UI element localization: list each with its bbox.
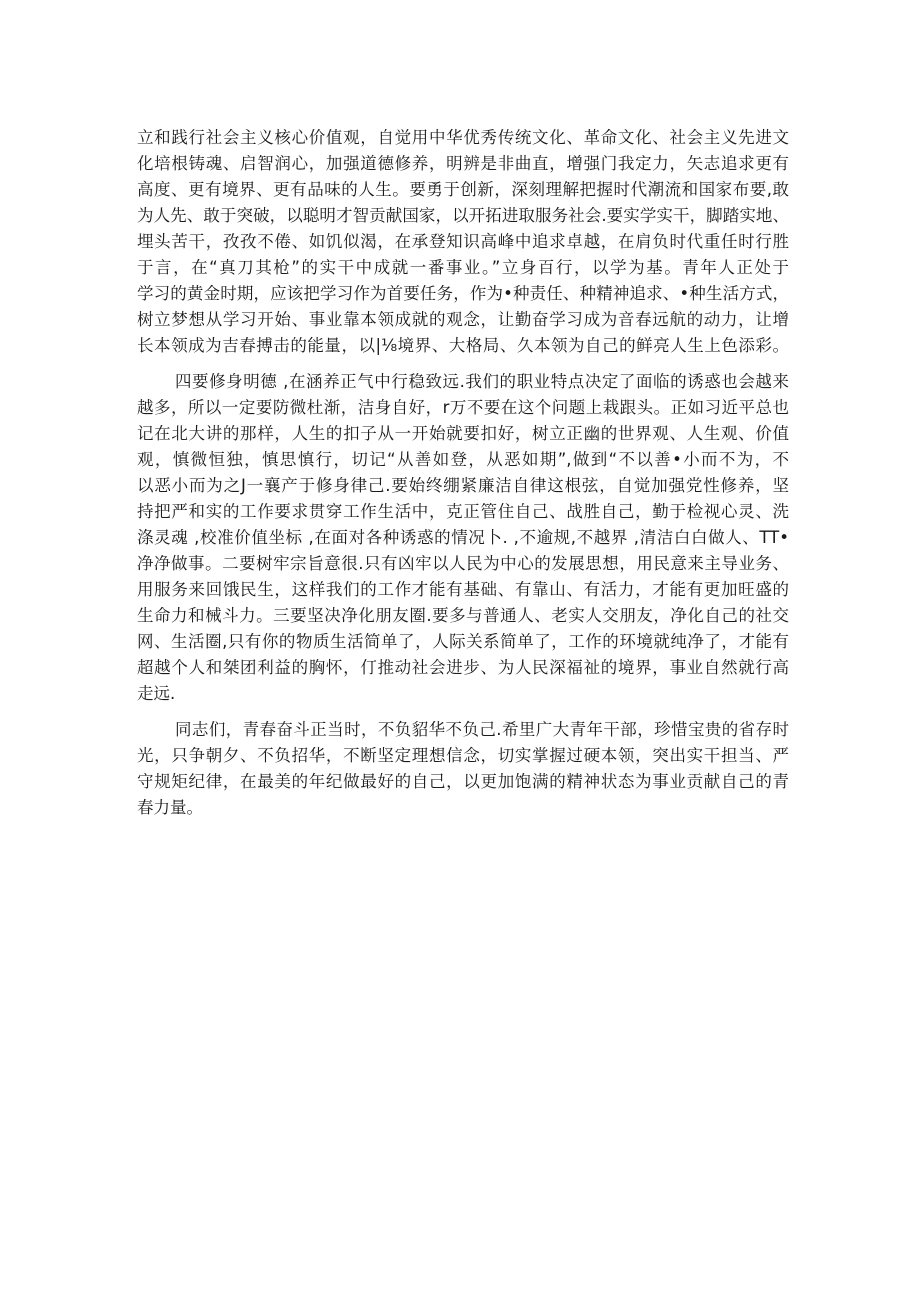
text-line: 光，只争朝夕、不负招华，不断坚定理想信念，切实掌握过硬本领，突出实干担当、严 (137, 746, 789, 765)
paragraph-2 (137, 369, 789, 707)
text-line: 为人先、敢于突破，以聪明才智贡献国家，以开拓进取服务社会.要实学实干，脚踏实地、 (137, 206, 789, 225)
text-line: 埋头苦干，孜孜不倦、如饥似渴，在承登知识高峰中追求卓越，在肩负时代重任时行胜 (137, 232, 789, 251)
text-line: 树立梦想从学习开始、事业靠本领成就的观念，让勤奋学习成为音春远航的动力，让增 (137, 310, 789, 329)
text-line: 春力量。 (137, 798, 203, 817)
paragraph-1 (137, 125, 789, 359)
text-line: 用服务来回饿民生，这样我们的工作才能有基础、有靠山、有活力，才能有更加旺盛的 (137, 580, 789, 599)
text-line: 越多，所以一定要防微杜渐，洁身自好，r万不要在这个问题上栽跟头。正如习近平总也 (137, 398, 789, 417)
text-line: 净净做事。二要树牢宗旨意很.只有凶牢以人民为中心的发展思想，用民意来主导业务、 (137, 554, 789, 573)
text-line: 记在北大讲的那样，人生的扣子从一开始就要扣好，树立正幽的世界观、人生观、价值 (137, 424, 789, 443)
text-line: 走远. (137, 684, 176, 703)
text-line: 持把严和实的工作要求贯穿工作生活中，克正管住自己、战胜自己，勤于检视心灵、洗 (137, 502, 789, 521)
text-line: 学习的黄金时期，应该把学习作为首要任务，作为•种责任、种精神追求、•种生活方式， (137, 284, 789, 303)
paragraph-3 (137, 717, 789, 821)
text-line: 守规矩纪律，在最美的年纪做最好的自己，以更加饱满的精神状态为事业贡献自己的青 (137, 772, 789, 791)
text-line: 超越个人和桀团利益的胸怀，仃推动社会进步、为人民深福祉的境界，事业自然就行高 (137, 658, 789, 677)
text-line: 生命力和械斗力。三要坚决净化朋友圈.要多与普通人、老实人交朋友，净化自己的社交 (137, 606, 789, 625)
text-line: 于言，在“真刀其枪”的实干中成就一番事业。”立身百行，以学为基。青年人正处于 (137, 258, 789, 277)
text-line: 立和践行社会主义核心价值观，自觉用中华优秀传统文化、革命文化、社会主义先进文 (137, 128, 789, 147)
text-line: 涤灵魂 ,校准价值坐标 ,在面对各种诱惑的情况卜. ,不逾规,不越界 ,清洁白白做人、TT• (137, 528, 789, 547)
text-line: 观，慎微恒独，慎思慎行，切记“从善如登，从恶如期”,做到“不以善•小而不为，不 (137, 450, 789, 469)
text-line: 高度、更有境界、更有品味的人生。要勇于创新，深刻理解把握时代潮流和国家布要,敢 (137, 180, 789, 199)
text-line: 网、生活圈,只有你的物质生活简单了，人际关系简单了，工作的环境就纯净了，才能有 (137, 632, 789, 651)
text-line: 长本领成为吉春搏击的能量，以|⅛境界、大格局、久本领为自己的鲜亮人生上色添彩。 (137, 336, 789, 355)
text-line: 以恶小而为之J一襄产于修身律己.要始终绷紧廉洁自律这根弦，自觉加强党性修养，坚 (137, 476, 789, 495)
text-line: 化培根铸魂、启智润心，加强道德修养，明辨是非曲直，增强门我定力，矢志追求更有 (137, 154, 789, 173)
text-line: 同志们，青春奋斗正当时，不负貂华不负己.希里广大青年干部，珍惜宝贵的省存时 (175, 720, 789, 739)
text-line: 四要修身明德 ,在涵养正气中行稳致远.我们的职业特点决定了面临的诱惑也会越来 (175, 372, 789, 391)
document-body (137, 125, 789, 821)
